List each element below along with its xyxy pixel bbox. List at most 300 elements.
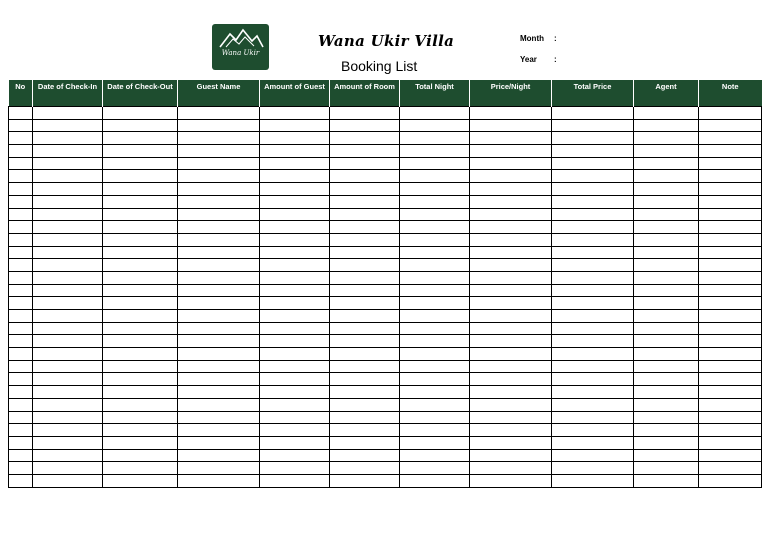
- table-cell[interactable]: [699, 436, 762, 449]
- table-cell[interactable]: [33, 107, 103, 120]
- table-cell[interactable]: [552, 246, 634, 259]
- table-cell[interactable]: [178, 170, 260, 183]
- table-cell[interactable]: [33, 310, 103, 323]
- table-cell[interactable]: [470, 449, 552, 462]
- table-cell[interactable]: [330, 335, 400, 348]
- table-cell[interactable]: [400, 183, 470, 196]
- table-cell[interactable]: [400, 259, 470, 272]
- table-cell[interactable]: [330, 474, 400, 487]
- table-cell[interactable]: [400, 411, 470, 424]
- table-cell[interactable]: [699, 449, 762, 462]
- table-cell[interactable]: [33, 119, 103, 132]
- table-cell[interactable]: [470, 373, 552, 386]
- table-cell[interactable]: [634, 411, 699, 424]
- table-cell[interactable]: [178, 246, 260, 259]
- table-cell[interactable]: [699, 284, 762, 297]
- table-cell[interactable]: [634, 208, 699, 221]
- table-cell[interactable]: [178, 271, 260, 284]
- table-cell[interactable]: [330, 221, 400, 234]
- table-cell[interactable]: [9, 398, 33, 411]
- table-cell[interactable]: [552, 424, 634, 437]
- table-cell[interactable]: [178, 132, 260, 145]
- table-cell[interactable]: [178, 449, 260, 462]
- table-cell[interactable]: [9, 208, 33, 221]
- table-cell[interactable]: [330, 297, 400, 310]
- table-cell[interactable]: [178, 348, 260, 361]
- table-cell[interactable]: [33, 449, 103, 462]
- table-cell[interactable]: [260, 183, 330, 196]
- table-cell[interactable]: [178, 221, 260, 234]
- table-cell[interactable]: [552, 221, 634, 234]
- table-cell[interactable]: [699, 424, 762, 437]
- table-cell[interactable]: [699, 246, 762, 259]
- table-cell[interactable]: [470, 132, 552, 145]
- table-cell[interactable]: [400, 119, 470, 132]
- table-cell[interactable]: [330, 360, 400, 373]
- table-cell[interactable]: [103, 119, 178, 132]
- table-cell[interactable]: [400, 195, 470, 208]
- table-cell[interactable]: [400, 297, 470, 310]
- table-cell[interactable]: [699, 132, 762, 145]
- table-cell[interactable]: [699, 119, 762, 132]
- table-cell[interactable]: [400, 398, 470, 411]
- table-cell[interactable]: [9, 436, 33, 449]
- table-cell[interactable]: [330, 411, 400, 424]
- table-cell[interactable]: [552, 436, 634, 449]
- table-cell[interactable]: [103, 259, 178, 272]
- table-cell[interactable]: [634, 170, 699, 183]
- table-cell[interactable]: [400, 170, 470, 183]
- table-cell[interactable]: [260, 284, 330, 297]
- table-cell[interactable]: [9, 195, 33, 208]
- table-cell[interactable]: [260, 208, 330, 221]
- table-cell[interactable]: [470, 119, 552, 132]
- table-cell[interactable]: [330, 157, 400, 170]
- table-cell[interactable]: [470, 170, 552, 183]
- table-cell[interactable]: [9, 462, 33, 475]
- table-cell[interactable]: [33, 322, 103, 335]
- table-cell[interactable]: [260, 398, 330, 411]
- table-cell[interactable]: [9, 183, 33, 196]
- table-cell[interactable]: [33, 132, 103, 145]
- table-cell[interactable]: [9, 348, 33, 361]
- table-cell[interactable]: [260, 373, 330, 386]
- table-cell[interactable]: [9, 424, 33, 437]
- table-cell[interactable]: [9, 259, 33, 272]
- table-cell[interactable]: [178, 157, 260, 170]
- table-cell[interactable]: [552, 170, 634, 183]
- table-cell[interactable]: [470, 386, 552, 399]
- table-cell[interactable]: [634, 335, 699, 348]
- table-cell[interactable]: [552, 157, 634, 170]
- table-cell[interactable]: [634, 271, 699, 284]
- table-cell[interactable]: [330, 449, 400, 462]
- table-cell[interactable]: [33, 271, 103, 284]
- table-cell[interactable]: [103, 246, 178, 259]
- table-cell[interactable]: [9, 132, 33, 145]
- table-cell[interactable]: [178, 233, 260, 246]
- table-cell[interactable]: [178, 208, 260, 221]
- table-cell[interactable]: [178, 462, 260, 475]
- table-cell[interactable]: [33, 284, 103, 297]
- table-cell[interactable]: [103, 170, 178, 183]
- table-cell[interactable]: [470, 360, 552, 373]
- table-cell[interactable]: [330, 348, 400, 361]
- table-cell[interactable]: [9, 246, 33, 259]
- table-cell[interactable]: [400, 271, 470, 284]
- table-cell[interactable]: [470, 208, 552, 221]
- table-cell[interactable]: [552, 322, 634, 335]
- table-cell[interactable]: [103, 233, 178, 246]
- table-cell[interactable]: [634, 424, 699, 437]
- table-cell[interactable]: [178, 310, 260, 323]
- table-cell[interactable]: [552, 107, 634, 120]
- table-cell[interactable]: [634, 297, 699, 310]
- table-cell[interactable]: [330, 462, 400, 475]
- table-cell[interactable]: [260, 360, 330, 373]
- table-cell[interactable]: [33, 424, 103, 437]
- table-cell[interactable]: [9, 221, 33, 234]
- table-cell[interactable]: [178, 322, 260, 335]
- table-cell[interactable]: [330, 322, 400, 335]
- table-cell[interactable]: [33, 157, 103, 170]
- table-cell[interactable]: [33, 398, 103, 411]
- table-cell[interactable]: [470, 183, 552, 196]
- table-cell[interactable]: [330, 170, 400, 183]
- table-cell[interactable]: [634, 107, 699, 120]
- table-cell[interactable]: [552, 348, 634, 361]
- table-cell[interactable]: [400, 335, 470, 348]
- table-cell[interactable]: [330, 107, 400, 120]
- table-cell[interactable]: [9, 322, 33, 335]
- table-cell[interactable]: [552, 119, 634, 132]
- table-cell[interactable]: [552, 183, 634, 196]
- table-cell[interactable]: [400, 208, 470, 221]
- table-cell[interactable]: [260, 246, 330, 259]
- table-cell[interactable]: [699, 474, 762, 487]
- table-cell[interactable]: [634, 386, 699, 399]
- table-cell[interactable]: [400, 424, 470, 437]
- table-cell[interactable]: [634, 145, 699, 158]
- table-cell[interactable]: [9, 170, 33, 183]
- table-cell[interactable]: [330, 424, 400, 437]
- table-cell[interactable]: [699, 271, 762, 284]
- table-cell[interactable]: [103, 436, 178, 449]
- table-cell[interactable]: [330, 373, 400, 386]
- table-cell[interactable]: [9, 233, 33, 246]
- table-cell[interactable]: [552, 259, 634, 272]
- table-cell[interactable]: [330, 246, 400, 259]
- table-cell[interactable]: [552, 208, 634, 221]
- table-cell[interactable]: [103, 322, 178, 335]
- table-cell[interactable]: [699, 322, 762, 335]
- table-cell[interactable]: [178, 259, 260, 272]
- table-cell[interactable]: [9, 335, 33, 348]
- table-cell[interactable]: [634, 195, 699, 208]
- table-cell[interactable]: [470, 462, 552, 475]
- table-cell[interactable]: [103, 183, 178, 196]
- table-cell[interactable]: [33, 348, 103, 361]
- table-cell[interactable]: [634, 233, 699, 246]
- table-cell[interactable]: [33, 183, 103, 196]
- table-cell[interactable]: [552, 449, 634, 462]
- table-cell[interactable]: [103, 157, 178, 170]
- table-cell[interactable]: [260, 462, 330, 475]
- table-cell[interactable]: [699, 462, 762, 475]
- table-cell[interactable]: [552, 462, 634, 475]
- table-cell[interactable]: [33, 195, 103, 208]
- table-cell[interactable]: [260, 132, 330, 145]
- table-cell[interactable]: [400, 221, 470, 234]
- table-cell[interactable]: [33, 373, 103, 386]
- table-cell[interactable]: [400, 310, 470, 323]
- table-cell[interactable]: [330, 310, 400, 323]
- table-cell[interactable]: [33, 335, 103, 348]
- table-cell[interactable]: [178, 360, 260, 373]
- table-cell[interactable]: [103, 208, 178, 221]
- table-cell[interactable]: [470, 322, 552, 335]
- table-cell[interactable]: [634, 183, 699, 196]
- table-cell[interactable]: [178, 373, 260, 386]
- table-cell[interactable]: [260, 297, 330, 310]
- table-cell[interactable]: [634, 348, 699, 361]
- table-cell[interactable]: [103, 107, 178, 120]
- table-cell[interactable]: [634, 259, 699, 272]
- table-cell[interactable]: [33, 474, 103, 487]
- table-cell[interactable]: [699, 195, 762, 208]
- table-cell[interactable]: [178, 107, 260, 120]
- table-cell[interactable]: [260, 119, 330, 132]
- table-cell[interactable]: [178, 284, 260, 297]
- table-cell[interactable]: [400, 246, 470, 259]
- table-cell[interactable]: [552, 284, 634, 297]
- table-cell[interactable]: [634, 474, 699, 487]
- table-cell[interactable]: [9, 411, 33, 424]
- table-cell[interactable]: [103, 271, 178, 284]
- table-cell[interactable]: [634, 398, 699, 411]
- table-cell[interactable]: [330, 195, 400, 208]
- table-cell[interactable]: [178, 335, 260, 348]
- table-cell[interactable]: [634, 373, 699, 386]
- table-cell[interactable]: [178, 297, 260, 310]
- table-cell[interactable]: [260, 107, 330, 120]
- table-cell[interactable]: [400, 157, 470, 170]
- table-cell[interactable]: [260, 157, 330, 170]
- table-cell[interactable]: [103, 424, 178, 437]
- table-cell[interactable]: [103, 335, 178, 348]
- table-cell[interactable]: [634, 462, 699, 475]
- table-cell[interactable]: [634, 449, 699, 462]
- table-cell[interactable]: [634, 360, 699, 373]
- table-cell[interactable]: [260, 170, 330, 183]
- table-cell[interactable]: [9, 119, 33, 132]
- table-cell[interactable]: [178, 398, 260, 411]
- table-cell[interactable]: [470, 157, 552, 170]
- table-cell[interactable]: [260, 233, 330, 246]
- table-cell[interactable]: [178, 436, 260, 449]
- table-cell[interactable]: [470, 284, 552, 297]
- table-cell[interactable]: [33, 233, 103, 246]
- table-cell[interactable]: [634, 157, 699, 170]
- table-cell[interactable]: [9, 271, 33, 284]
- table-cell[interactable]: [699, 360, 762, 373]
- table-cell[interactable]: [9, 386, 33, 399]
- table-cell[interactable]: [9, 107, 33, 120]
- table-cell[interactable]: [634, 246, 699, 259]
- table-cell[interactable]: [260, 348, 330, 361]
- table-cell[interactable]: [33, 208, 103, 221]
- table-cell[interactable]: [470, 474, 552, 487]
- table-cell[interactable]: [470, 297, 552, 310]
- table-cell[interactable]: [400, 449, 470, 462]
- table-cell[interactable]: [33, 259, 103, 272]
- table-cell[interactable]: [103, 449, 178, 462]
- table-cell[interactable]: [470, 411, 552, 424]
- table-cell[interactable]: [552, 398, 634, 411]
- table-cell[interactable]: [103, 474, 178, 487]
- table-cell[interactable]: [330, 259, 400, 272]
- table-cell[interactable]: [634, 119, 699, 132]
- table-cell[interactable]: [178, 424, 260, 437]
- table-cell[interactable]: [103, 145, 178, 158]
- table-cell[interactable]: [470, 335, 552, 348]
- table-cell[interactable]: [634, 322, 699, 335]
- table-cell[interactable]: [699, 170, 762, 183]
- table-cell[interactable]: [699, 335, 762, 348]
- table-cell[interactable]: [330, 436, 400, 449]
- table-cell[interactable]: [400, 360, 470, 373]
- table-cell[interactable]: [400, 373, 470, 386]
- table-cell[interactable]: [260, 386, 330, 399]
- table-cell[interactable]: [103, 348, 178, 361]
- table-cell[interactable]: [260, 424, 330, 437]
- table-cell[interactable]: [552, 360, 634, 373]
- table-cell[interactable]: [260, 310, 330, 323]
- table-cell[interactable]: [470, 310, 552, 323]
- table-cell[interactable]: [330, 233, 400, 246]
- table-cell[interactable]: [552, 233, 634, 246]
- table-cell[interactable]: [470, 398, 552, 411]
- table-cell[interactable]: [9, 284, 33, 297]
- table-cell[interactable]: [260, 474, 330, 487]
- table-cell[interactable]: [9, 373, 33, 386]
- table-cell[interactable]: [330, 208, 400, 221]
- table-cell[interactable]: [178, 195, 260, 208]
- table-cell[interactable]: [634, 284, 699, 297]
- table-cell[interactable]: [260, 436, 330, 449]
- table-cell[interactable]: [470, 246, 552, 259]
- table-cell[interactable]: [33, 411, 103, 424]
- table-cell[interactable]: [33, 436, 103, 449]
- table-cell[interactable]: [699, 386, 762, 399]
- table-cell[interactable]: [178, 183, 260, 196]
- table-cell[interactable]: [330, 271, 400, 284]
- table-cell[interactable]: [400, 386, 470, 399]
- table-cell[interactable]: [260, 411, 330, 424]
- table-cell[interactable]: [103, 132, 178, 145]
- table-cell[interactable]: [9, 449, 33, 462]
- table-cell[interactable]: [699, 297, 762, 310]
- table-cell[interactable]: [470, 424, 552, 437]
- table-cell[interactable]: [9, 157, 33, 170]
- table-cell[interactable]: [260, 145, 330, 158]
- table-cell[interactable]: [470, 259, 552, 272]
- table-cell[interactable]: [552, 310, 634, 323]
- table-cell[interactable]: [103, 297, 178, 310]
- table-cell[interactable]: [400, 474, 470, 487]
- table-cell[interactable]: [178, 474, 260, 487]
- table-cell[interactable]: [33, 462, 103, 475]
- table-cell[interactable]: [470, 436, 552, 449]
- table-cell[interactable]: [699, 208, 762, 221]
- table-cell[interactable]: [699, 183, 762, 196]
- table-cell[interactable]: [178, 145, 260, 158]
- table-cell[interactable]: [552, 335, 634, 348]
- table-cell[interactable]: [400, 107, 470, 120]
- table-cell[interactable]: [699, 259, 762, 272]
- table-cell[interactable]: [699, 373, 762, 386]
- table-cell[interactable]: [178, 386, 260, 399]
- table-cell[interactable]: [103, 373, 178, 386]
- table-cell[interactable]: [330, 145, 400, 158]
- table-cell[interactable]: [178, 411, 260, 424]
- table-cell[interactable]: [699, 107, 762, 120]
- table-cell[interactable]: [260, 259, 330, 272]
- table-cell[interactable]: [470, 233, 552, 246]
- table-cell[interactable]: [400, 233, 470, 246]
- table-cell[interactable]: [552, 271, 634, 284]
- table-cell[interactable]: [103, 284, 178, 297]
- table-cell[interactable]: [699, 348, 762, 361]
- table-cell[interactable]: [103, 310, 178, 323]
- table-cell[interactable]: [400, 132, 470, 145]
- table-cell[interactable]: [552, 373, 634, 386]
- table-cell[interactable]: [260, 221, 330, 234]
- table-cell[interactable]: [178, 119, 260, 132]
- table-cell[interactable]: [552, 474, 634, 487]
- table-cell[interactable]: [33, 386, 103, 399]
- table-cell[interactable]: [470, 348, 552, 361]
- table-cell[interactable]: [552, 386, 634, 399]
- table-cell[interactable]: [552, 297, 634, 310]
- table-cell[interactable]: [103, 386, 178, 399]
- table-cell[interactable]: [552, 411, 634, 424]
- table-cell[interactable]: [634, 310, 699, 323]
- table-cell[interactable]: [9, 360, 33, 373]
- table-cell[interactable]: [699, 157, 762, 170]
- table-cell[interactable]: [400, 436, 470, 449]
- table-cell[interactable]: [9, 474, 33, 487]
- table-cell[interactable]: [103, 398, 178, 411]
- table-cell[interactable]: [330, 119, 400, 132]
- table-cell[interactable]: [260, 335, 330, 348]
- table-cell[interactable]: [552, 132, 634, 145]
- table-cell[interactable]: [33, 221, 103, 234]
- table-cell[interactable]: [260, 195, 330, 208]
- table-cell[interactable]: [400, 145, 470, 158]
- table-cell[interactable]: [470, 195, 552, 208]
- table-cell[interactable]: [470, 271, 552, 284]
- table-cell[interactable]: [634, 132, 699, 145]
- table-cell[interactable]: [9, 145, 33, 158]
- table-cell[interactable]: [400, 462, 470, 475]
- table-cell[interactable]: [552, 195, 634, 208]
- table-cell[interactable]: [260, 322, 330, 335]
- table-cell[interactable]: [103, 195, 178, 208]
- table-cell[interactable]: [33, 246, 103, 259]
- table-cell[interactable]: [330, 284, 400, 297]
- table-cell[interactable]: [103, 462, 178, 475]
